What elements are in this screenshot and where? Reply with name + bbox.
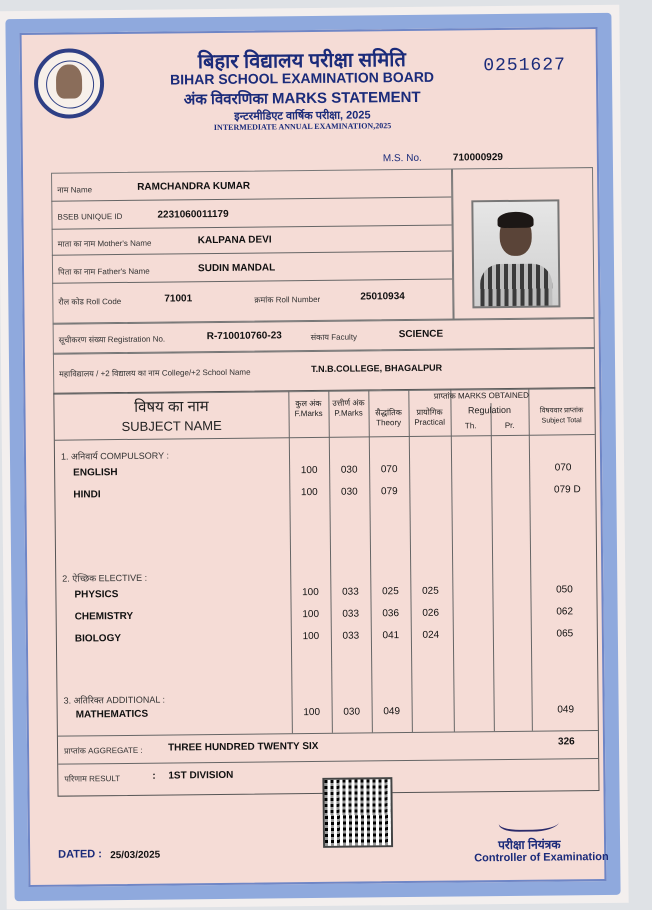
practical-marks: 026 [422,607,440,619]
pass-marks: 030 [340,464,358,476]
theory-marks: 041 [382,630,400,642]
full-marks: 100 [302,586,319,599]
mother-name: KALPANA DEVI [197,234,272,247]
controller-title-hindi: परीक्षा नियंत्रक [498,837,561,853]
name-label: नाम Name [57,185,93,195]
subject-name: MATHEMATICS [75,708,149,721]
father-label: पिता का नाम Father's Name [58,266,150,277]
subject-name: CHEMISTRY [74,610,134,623]
controller-signature [496,809,564,832]
pass-marks: 030 [340,486,358,498]
controller-title-english: Controller of Examination [474,850,609,865]
mother-label: माता का नाम Mother's Name [57,238,152,249]
pass-marks: 033 [342,586,359,598]
subject-name: PHYSICS [74,589,119,601]
subject-total-header: विषयवार प्राप्तांक Subject Total [539,407,584,425]
roll-number-value: 25010934 [360,291,405,303]
result-value: 1ST DIVISION [168,769,234,782]
unique-id-label: BSEB UNIQUE ID [57,211,123,222]
subject-name: ENGLISH [73,467,118,479]
result-colon: : [152,770,156,782]
theory-marks: 025 [382,586,399,598]
board-seal-logo [34,48,105,119]
unique-id-value: 2231060011179 [157,208,229,221]
marks-obtained-header: प्राप्तांक MARKS OBTAINED [433,390,529,401]
theory-marks: 036 [382,608,400,620]
theory-header: सैद्धांतिक Theory [375,408,402,428]
document-body [20,27,607,887]
pass-marks: 033 [342,630,360,642]
father-name: SUDIN MANDAL [197,262,276,275]
aggregate-label: प्राप्तांक AGGREGATE : [64,745,143,756]
additional-section-label: 3. अतिरिक्त ADDITIONAL : [63,694,166,706]
pass-marks: 030 [343,706,361,718]
ms-no-value: 710000929 [452,151,503,164]
student-photo [471,199,560,308]
aggregate-words: THREE HUNDRED TWENTY SIX [167,740,319,754]
board-title-hindi: बिहार विद्यालय परीक्षा समिति [197,49,406,74]
board-title-english: BIHAR SCHOOL EXAMINATION BOARD [169,68,435,88]
pmarks-header: उत्तीर्ण अंक P.Marks [332,398,365,418]
roll-code-value: 71001 [164,293,193,305]
dated-value: 25/03/2025 [110,849,161,862]
pass-marks: 033 [342,608,360,620]
theory-marks: 079 [380,486,398,498]
registration-value: R-710010760-23 [206,330,282,343]
practical-marks: 025 [422,585,439,597]
full-marks: 100 [302,630,320,643]
faculty-label: संकाय Faculty [310,332,358,343]
college-value: T.N.B.COLLEGE, BHAGALPUR [311,362,443,375]
full-marks: 100 [303,706,321,719]
serial-number: 0251627 [483,55,567,77]
subject-header-english: SUBJECT NAME [121,417,222,435]
statement-title: अंक विवरणिका MARKS STATEMENT [183,88,421,109]
student-name: RAMCHANDRA KUMAR [137,180,251,193]
reg-th-header: Th. [464,421,477,431]
practical-marks: 024 [422,629,440,641]
dated-label: DATED : [58,848,103,861]
college-label: महाविद्यालय / +2 विद्यालय का नाम College/+2 School Name [59,367,251,379]
exam-title-hindi: इन्टरमीडिएट वार्षिक परीक्षा, 2025 [234,109,371,123]
full-marks: 100 [302,608,320,621]
faculty-value: SCIENCE [398,328,444,341]
fmarks-header: कुल अंक F.Marks [294,398,323,419]
theory-marks: 070 [380,464,398,476]
reg-pr-header: Pr. [504,420,515,430]
compulsory-section-label: 1. अनिवार्य COMPULSORY : [60,450,169,462]
qr-code [322,777,393,848]
full-marks: 100 [300,486,318,499]
roll-number-label: क्रमांक Roll Number [254,294,321,305]
subject-name: HINDI [73,489,101,501]
full-marks: 100 [300,464,318,477]
exam-title-english: INTERMEDIATE ANNUAL EXAMINATION,2025 [213,121,392,133]
marks-table [53,387,599,797]
subject-total: 050 [556,584,573,596]
regulation-header: Regulation [467,404,512,416]
subject-total: 065 [556,628,574,640]
subject-name: BIOLOGY [74,633,122,645]
aggregate-value: 326 [557,736,575,748]
subject-header-hindi: विषय का नाम [134,398,209,416]
elective-section-label: 2. ऐच्छिक ELECTIVE : [62,572,148,584]
result-label: परिणाम RESULT [64,774,121,784]
registration-label: सूचीकरण संख्या Registration No. [58,334,166,345]
subject-total: 049 [557,704,575,716]
subject-total: 079 D [553,484,581,496]
roll-code-label: रौल कोड Roll Code [58,297,122,307]
subject-total: 070 [554,462,572,474]
marks-statement-document [0,5,629,909]
ms-no-label: M.S. No. [382,152,422,165]
practical-header: प्रायोगिक Practical [414,407,446,427]
theory-marks: 049 [383,706,401,718]
subject-total: 062 [556,606,574,618]
